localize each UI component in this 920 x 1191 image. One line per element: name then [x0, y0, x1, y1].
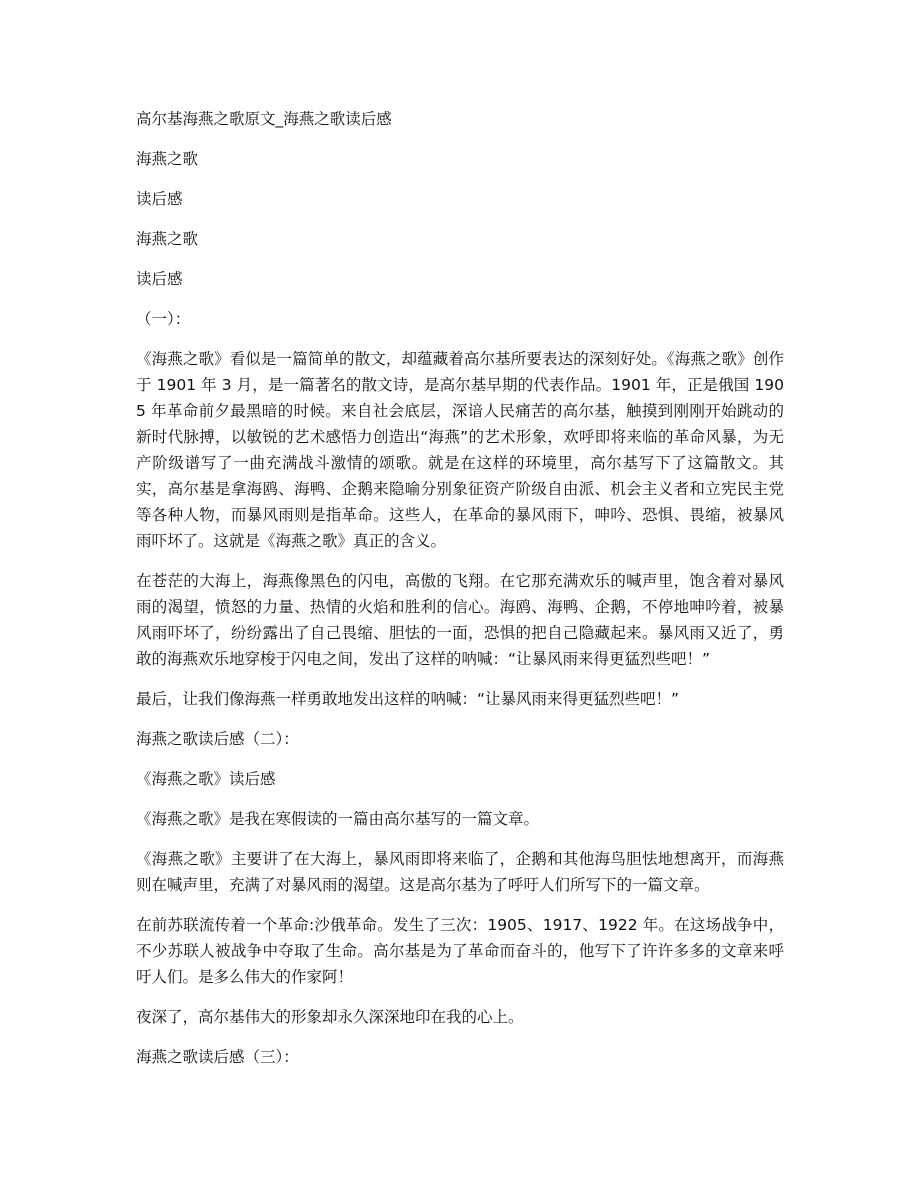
body-paragraph: 在前苏联流传着一个革命:沙俄革命。发生了三次：1905、1917、1922 年。在这场战争中，不少苏联人被战争中夺取了生命。高尔基是为了革命而奋斗的，他写下了许许多多的文章来呼吁人们。是多么伟大的作家阿！	[136, 916, 784, 986]
heading-line-3: 海燕之歌	[136, 230, 199, 248]
body-paragraph: 《海燕之歌》看似是一篇简单的散文，却蕴藏着高尔基所要表达的深刻好处。《海燕之歌》创作于 1901 年 3 月，是一篇著名的散文诗，是高尔基早期的代表作品。1901 年，正是俄国 1905 年革命前夕最黑暗的时候。来自社会底层，深谙人民痛苦的高尔基，触摸到刚刚开始跳动的新时代脉搏，以敏锐的艺术感悟力创造出“海燕”的艺术形象，欢呼即将来临的革命风暴，为无产阶级谱写了一曲充满战斗激情的颂歌。就是在这样的环境里，高尔基写下了这篇散文。其实，高尔基是拿海鸥、海鸭、企鹅来隐喻分别象征资产阶级自由派、机会主义者和立宪民主党等各种人物，而暴风雨则是指革命。这些人，在革命的暴风雨下，呻吟、恐惧、畏缩，被暴风雨吓坏了。这就是《海燕之歌》真正的含义。	[136, 350, 784, 550]
heading-line-2: 读后感	[136, 190, 183, 208]
document-title: 高尔基海燕之歌原文_海燕之歌读后感	[136, 110, 392, 128]
body-paragraph: 最后，让我们像海燕一样勇敢地发出这样的呐喊：“让暴风雨来得更猛烈些吧！”	[136, 690, 680, 708]
section-heading-3: 海燕之歌读后感（三）：	[136, 1048, 299, 1066]
heading-line-1: 海燕之歌	[136, 150, 199, 168]
body-paragraph: 夜深了，高尔基伟大的形象却永久深深地印在我的心上。	[136, 1008, 524, 1026]
body-paragraph: 在苍茫的大海上，海燕像黑色的闪电，高傲的飞翔。在它那充满欢乐的喊声里，饱含着对暴风雨的渴望，愤怒的力量、热情的火焰和胜利的信心。海鸥、海鸭、企鹅，不停地呻吟着，被暴风雨吓坏了，纷纷露出了自己畏缩、胆怯的一面，恐惧的把自己隐藏起来。暴风雨又近了，勇敢的海燕欢乐地穿梭于闪电之间，发出了这样的呐喊：“让暴风雨来得更猛烈些吧！”	[136, 572, 784, 668]
essay-title: 《海燕之歌》读后感	[136, 770, 276, 788]
body-paragraph: 《海燕之歌》主要讲了在大海上，暴风雨即将来临了，企鹅和其他海鸟胆怯地想离开，而海燕则在喊声里，充满了对暴风雨的渴望。这是高尔基为了呼吁人们所写下的一篇文章。	[136, 850, 784, 894]
section-heading-2: 海燕之歌读后感（二）：	[136, 730, 299, 748]
document-page	[136, 106, 784, 1084]
heading-line-4: 读后感	[136, 270, 183, 288]
section-label-1: （一）：	[136, 310, 191, 328]
body-paragraph: 《海燕之歌》是我在寒假读的一篇由高尔基写的一篇文章。	[136, 810, 540, 828]
